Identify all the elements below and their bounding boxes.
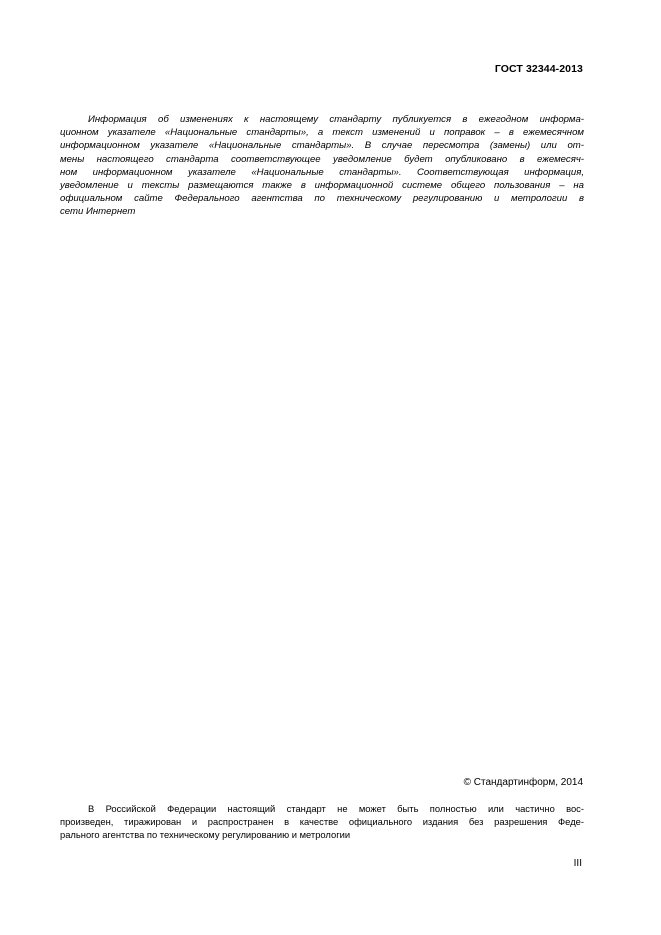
info-line: ном информационном указателе «Национальные стандарты». Соответствующая информация,	[60, 166, 584, 178]
publication-info-paragraph	[60, 113, 584, 219]
document-code: ГОСТ 32344-2013	[494, 63, 583, 75]
copyright-notice: © Стандартинформ, 2014	[463, 777, 583, 788]
info-line: Информация об изменениях к настоящему стандарту публикуется в ежегодном информа-	[88, 114, 584, 125]
info-line: информационном указателе «Национальные стандарты». В случае пересмотра (замены) или от-	[60, 140, 584, 152]
page-number: III	[573, 858, 582, 869]
info-line: сети Интернет	[60, 206, 136, 218]
info-line: уведомление и тексты размещаются также в информационной системе общего пользования – на	[60, 180, 584, 192]
notice-line: В Российской Федерации настоящий стандарт не может быть полностью или частично вос-	[88, 803, 584, 814]
info-line: ционном указателе «Национальные стандарты», а текст изменений и поправок – в ежемесячном	[60, 127, 584, 139]
info-line: мены настоящего стандарта соответствующее уведомление будет опубликовано в ежемесяч-	[60, 153, 584, 165]
reproduction-notice-paragraph	[60, 802, 584, 842]
notice-line: произведен, тиражирован и распространен в качестве официального издания без разрешения Феде-	[60, 816, 584, 828]
info-line: официальном сайте Федерального агентства по техническому регулированию и метрологии в	[60, 193, 584, 205]
notice-line: рального агентства по техническому регулированию и метрологии	[60, 829, 351, 841]
